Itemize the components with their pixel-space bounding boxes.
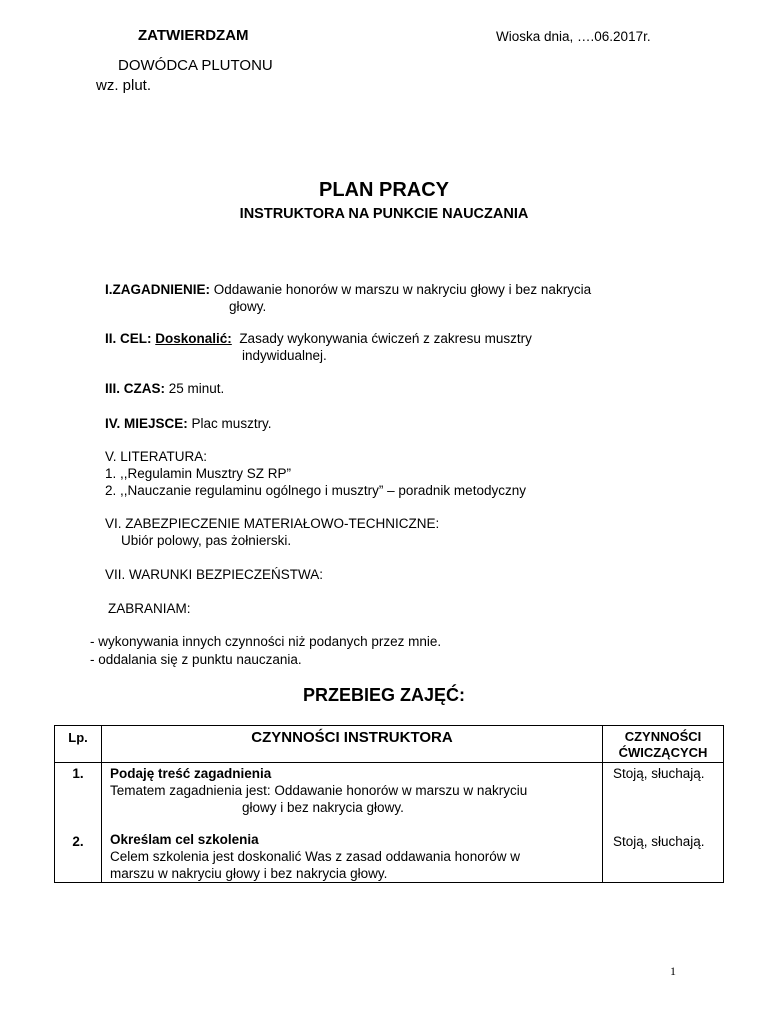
section-warunki-label: VII. WARUNKI BEZPIECZEŃSTWA:	[105, 567, 324, 582]
section-text: 25 minut.	[168, 381, 225, 396]
item-title: Określam cel szkolenia	[110, 832, 259, 847]
section-czas	[105, 380, 224, 397]
section-zabezpieczenie-text: Ubiór polowy, pas żołnierski.	[121, 533, 292, 548]
deputy-title: wz. plut.	[96, 77, 152, 94]
section-label: I.ZAGADNIENIE:	[105, 282, 211, 297]
item-title: Podaję treść zagadnienia	[110, 766, 272, 781]
section-label: IV. MIEJSCE:	[105, 416, 188, 431]
literature-item-2: 2. ,,Nauczanie regulaminu ogólnego i musztry” – poradnik metodyczny	[105, 483, 526, 498]
col-trainees	[603, 726, 724, 763]
section-text: Zasady wykonywania ćwiczeń z zakresu musztry	[239, 331, 532, 346]
col-trainees-line2: ĆWICZĄCYCH	[618, 745, 708, 760]
item-text: marszu w nakryciu głowy i bez nakrycia głowy.	[110, 866, 388, 881]
section-literatura-label: V. LITERATURA:	[105, 449, 208, 464]
col-instructor: CZYNNOŚCI INSTRUKTORA	[102, 726, 603, 763]
document-subtitle: INSTRUKTORA NA PUNKCIE NAUCZANIA	[239, 206, 529, 222]
section-zagadnienie-cont: głowy.	[229, 299, 267, 314]
item-text: Celem szkolenia jest doskonalić Was z zasad oddawania honorów w	[110, 849, 520, 864]
forbid-item-2: - oddalania się z punktu nauczania.	[90, 652, 302, 667]
literature-item-1: 1. ,,Regulamin Musztry SZ RP”	[105, 466, 292, 481]
approval-heading: ZATWIERDZAM	[138, 27, 249, 44]
section-label: III. CZAS:	[105, 381, 165, 396]
section-zagadnienie	[105, 281, 591, 298]
row-number: 2.	[72, 834, 84, 849]
section-cel-cont: indywidualnej.	[242, 348, 327, 363]
section-text: Plac musztry.	[191, 416, 272, 431]
page-number: 1	[670, 964, 676, 978]
table-header-row	[55, 726, 724, 763]
place-date: Wioska dnia, ….06.2017r.	[496, 29, 651, 44]
activity-table	[54, 725, 724, 883]
section-label: II. CEL:	[105, 331, 152, 346]
item-text: głowy i bez nakrycia głowy.	[242, 800, 404, 815]
trainee-response: Stoją, słuchają.	[613, 766, 705, 781]
item-text: Tematem zagadnienia jest: Oddawanie honorów w marszu w nakryciu	[110, 783, 528, 798]
list-item	[102, 829, 602, 882]
col-lp: Lp.	[55, 726, 102, 763]
section-miejsce	[105, 415, 272, 432]
forbid-item-1: - wykonywania innych czynności niż podanych przez mnie.	[90, 634, 442, 649]
table-row	[55, 763, 724, 883]
row-response-cell	[603, 763, 724, 883]
document-title: PLAN PRACY	[318, 179, 449, 201]
section-text: Oddawanie honorów w marszu w nakryciu głowy i bez nakrycia	[213, 282, 592, 297]
commander-title: DOWÓDCA PLUTONU	[118, 57, 273, 74]
trainee-response: Stoją, słuchają.	[613, 834, 705, 849]
forbid-label: ZABRANIAM:	[108, 601, 191, 616]
list-item	[102, 763, 602, 816]
section-verb: Doskonalić:	[155, 331, 232, 346]
course-heading: PRZEBIEG ZAJĘĆ:	[302, 685, 466, 705]
col-trainees-line1: CZYNNOŚCI	[624, 729, 702, 744]
row-activity-cell	[102, 763, 603, 883]
row-lp-cell	[55, 763, 102, 883]
row-number: 1.	[72, 766, 84, 781]
section-cel	[105, 330, 532, 347]
section-zabezpieczenie-label: VI. ZABEZPIECZENIE MATERIAŁOWO-TECHNICZNE:	[105, 516, 440, 531]
